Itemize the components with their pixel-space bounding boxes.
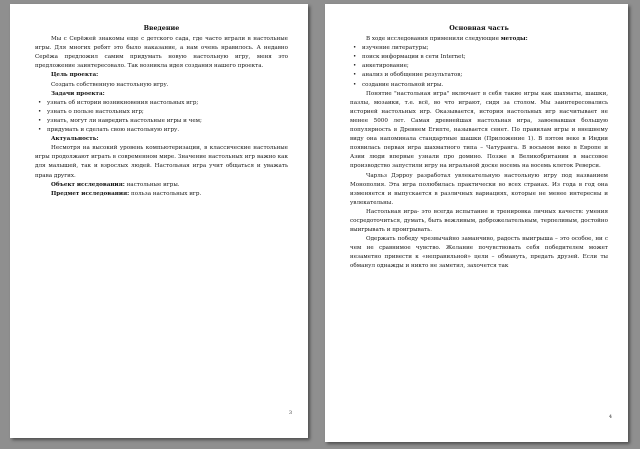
methods-list [350,44,608,89]
introduction-title: Введение [143,24,180,32]
tasks-list [35,99,288,135]
list-item: • узнать о пользе настольных игр; [47,108,288,117]
right-page-content [350,24,608,272]
list-item: • изучение литературы; [362,44,608,53]
intro-paragraph: Мы с Серёжей знакомы еще с детского сада, где часто играли в настольные игры. Для многих ребят это было наказание, а нам очень нравилось. А недавно Серёжа предложил самим придумать новую настольную игру, меня это предложение заинтересовало. Так возникла идея создания нашего проекта. [35,36,288,70]
goal-text: Создать собственную настольную игру. [51,81,169,88]
list-item: • поиск информации в сети Internet; [362,53,608,62]
list-item: • узнать, могут ли навредить настольные игры и чем; [47,117,288,126]
research-subject [35,190,288,199]
list-item: • анализ и обобщение результатов; [362,71,608,80]
monopoly-paragraph: Чарльз Дэрроу разработал увлекательную настольную игру под названием Монополия. Эта игра полюбилась практически во всех странах. Из года в год она изменяется и выпускается в различных вариациях, которые не менее интересны и увлекательны. [350,172,608,206]
goal-heading: Цель проекта: [51,72,99,79]
methods-label: методы: [500,36,528,43]
history-paragraph: Понятие "настольная игра" включает в себя такие игры как шахматы, шашки, пазлы, мозаики, т.е. всё, во что играют, сидя за столом. Мы заинтересовались историей настольных игр. Оказывается, история настольных игр насчитывает не менее 5000 лет. Самая древнейшая настольная игра, завоевавшая большую популярность в Древнем Египте, называется сенет. По правилам игры и внешнему виду она напоминала стандартные шашки (Приложение 1). В пятом веке в Индии появилась первая игра шахматного типа – Чатуранга. В восьмом веке в Европе и Азии люди впервые узнали про домино. Позже в Великобритании в массовое производство запустили игру на игральной доске восемь на восемь клеток Реверси. [350,90,608,170]
page-number: 4 [608,414,612,420]
victory-paragraph: Одержать победу чрезвычайно заманчиво, радость выигрыша – это особое, ни с чем не сравнимое чувство. Желание почувствовать себя победителем может незаметно привести к «неправильной» цели – обмануть, предать друзей. Если ты обманул однажды и никто не заметил, захочется так [350,236,608,270]
left-page [10,4,308,438]
qualities-paragraph: Настольная игра- это всегда испытание и тренировка личных качеств: умения сосредоточиться, думать, быть вежливым, доброжелательным, терпеливым, достойно выигрывать и проигрывать. [350,208,608,234]
subject-label: Предмет исследования: [51,190,130,197]
relevance-heading: Актуальность: [51,136,99,143]
left-page-content [35,24,288,199]
tasks-heading: Задачи проекта: [51,90,105,97]
methods-intro-text: В ходе исследования применили следующие [366,36,501,43]
page-number: 3 [288,410,292,416]
list-item: • анкетирование; [362,62,608,71]
list-item: • придумать и сделать свою настольную игру. [47,126,288,135]
object-label: Объект исследования: [51,181,125,188]
list-item: • создание настольной игры. [362,81,608,90]
right-page [325,4,628,442]
subject-value: польза настольных игр. [130,190,202,197]
list-item: • узнать об истории возникновения настольных игр; [47,99,288,108]
object-value: настольные игры. [126,181,180,188]
relevance-paragraph: Несмотря на высокий уровень компьютеризации, в классические настольные игры продолжают играть в современном мире. Значение настольных игр важно как для малышей, так и взрослых людей. Настольная игра учит общаться и уважать права других. [35,145,288,179]
main-part-title: Основная часть [449,24,509,32]
methods-intro [350,35,608,44]
research-object [35,181,288,190]
